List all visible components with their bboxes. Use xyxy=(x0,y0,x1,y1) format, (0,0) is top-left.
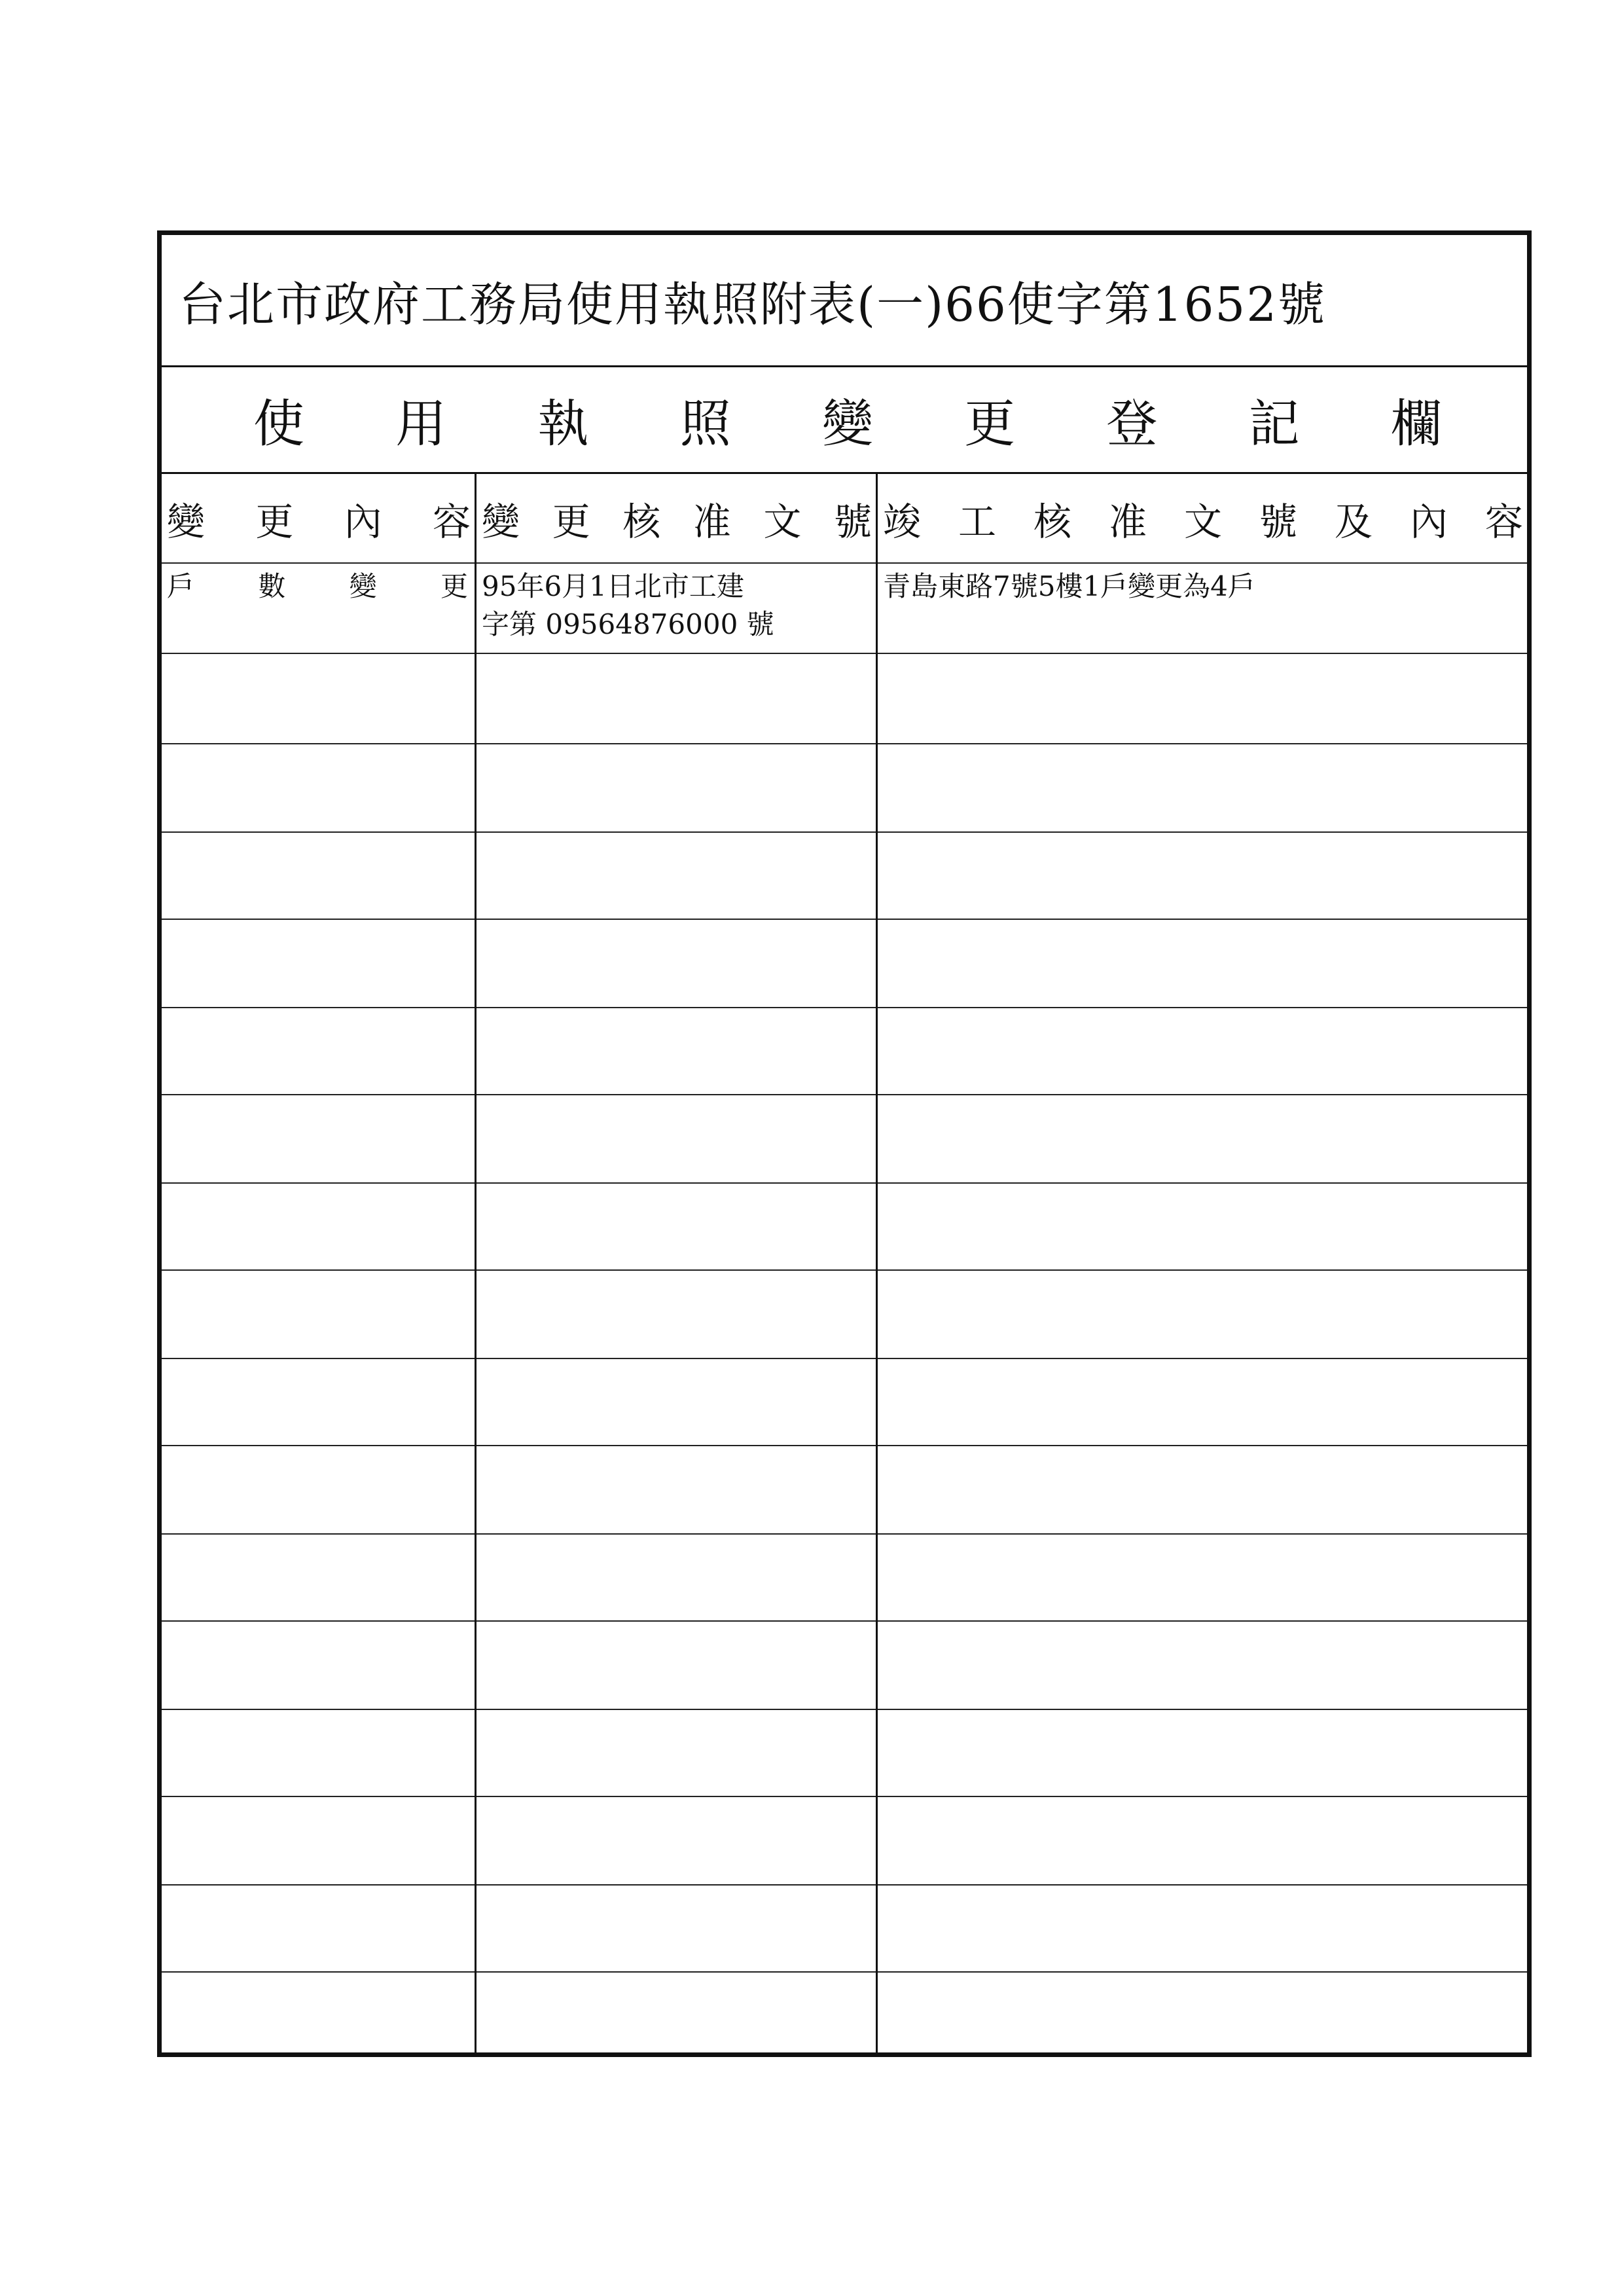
table-row xyxy=(162,564,1527,654)
completion-content-cell xyxy=(878,564,1527,653)
approval-number-cell xyxy=(476,564,876,653)
table-row xyxy=(162,1973,1527,2052)
table-row xyxy=(162,1095,1527,1184)
document-title-text: 台北市政府工務局使用執照附表(一)66使字第1652號 xyxy=(179,276,1327,332)
document-title xyxy=(162,235,1527,367)
table-row xyxy=(162,744,1527,833)
change-register-table xyxy=(162,474,1527,2052)
table-row xyxy=(162,1446,1527,1535)
form-sheet xyxy=(157,230,1532,2057)
column-divider xyxy=(876,474,878,2052)
table-row xyxy=(162,1271,1527,1359)
heading-char: 欄 xyxy=(1390,395,1442,454)
table-row xyxy=(162,1797,1527,1886)
change-content-cell: 戶 數 變 更 xyxy=(167,570,468,602)
approval-line-1: 95年6月1日北市工建 xyxy=(482,570,744,602)
header-approval-number: 變 更 核 准 文 號 xyxy=(482,499,872,544)
section-heading xyxy=(162,367,1527,474)
table-row xyxy=(162,1359,1527,1446)
table-row xyxy=(162,1622,1527,1710)
heading-char: 變 xyxy=(821,395,873,454)
table-row xyxy=(162,1184,1527,1271)
heading-char: 更 xyxy=(964,395,1016,454)
completion-text: 青島東路7號5樓1戶變更為4戶 xyxy=(883,570,1255,602)
column-divider xyxy=(475,474,476,2052)
table-row xyxy=(162,920,1527,1008)
heading-char: 登 xyxy=(1106,395,1158,454)
heading-char: 照 xyxy=(679,395,731,454)
table-row xyxy=(162,654,1527,744)
header-completion-content: 竣 工 核 准 文 號 及 內 容 xyxy=(883,499,1523,544)
heading-char: 用 xyxy=(395,395,447,454)
table-row xyxy=(162,833,1527,920)
approval-line-2: 字第 09564876000 號 xyxy=(482,608,774,640)
table-row xyxy=(162,1710,1527,1797)
heading-char: 使 xyxy=(253,395,305,454)
heading-char: 執 xyxy=(537,395,589,454)
table-row xyxy=(162,1886,1527,1973)
header-change-content: 變 更 內 容 xyxy=(167,499,471,544)
table-row xyxy=(162,1535,1527,1622)
table-row xyxy=(162,1008,1527,1095)
table-header-row xyxy=(162,474,1527,564)
heading-char: 記 xyxy=(1248,395,1300,454)
